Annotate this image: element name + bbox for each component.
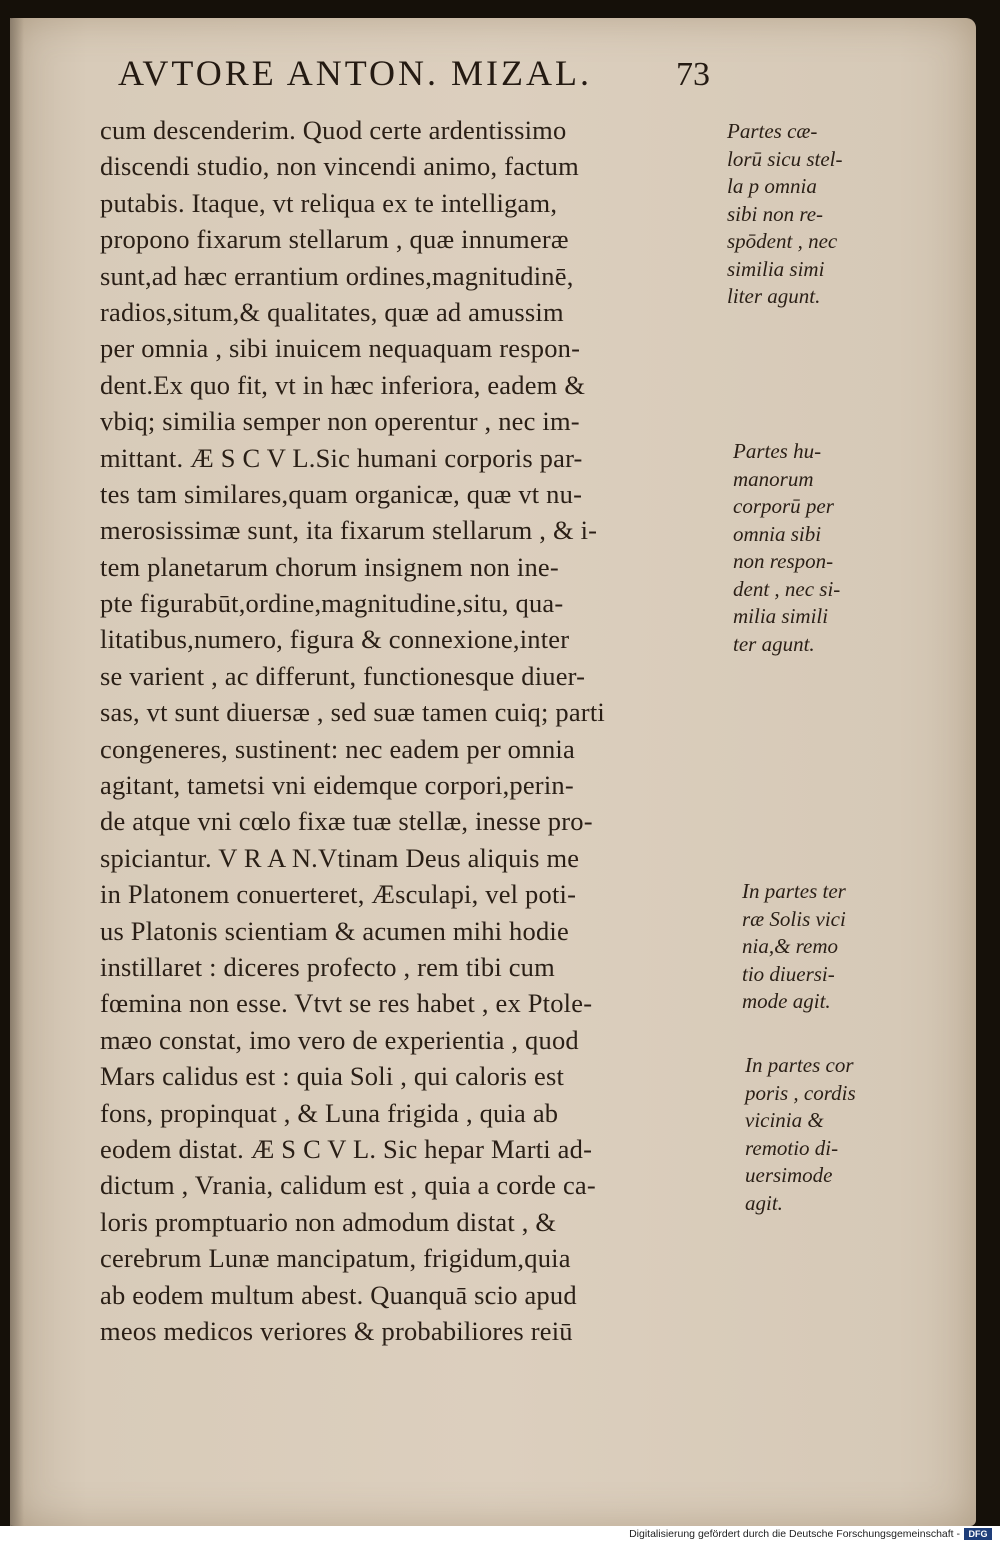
text-line: ab eodem multum abest. Quanquā scio apud [100, 1279, 577, 1310]
margin-note-line: la p omnia [727, 174, 817, 198]
text-line: se varient , ac differunt, functionesque diuer- [100, 660, 586, 691]
text-line: loris promptuario non admodum distat , & [100, 1206, 557, 1237]
margin-note-line: Partes hu- [733, 439, 822, 463]
margin-note-line: remotio di- [745, 1135, 839, 1160]
text-line: mæo constat, imo vero de experientia , quod [100, 1024, 579, 1055]
text-line: fons, propinquat , & Luna frigida , quia ab [100, 1097, 559, 1128]
margin-note-line: ter agunt. [733, 631, 815, 656]
text-line: sunt,ad hæc errantium ordines,magnitudinē, [100, 260, 574, 291]
text-line: spiciantur. V R A N.Vtinam Deus aliquis me [100, 842, 580, 873]
dfg-logo: DFG [964, 1528, 992, 1540]
margin-note-partes-caelorum [727, 118, 843, 311]
text-line: sas, vt sunt diuersæ , sed suæ tamen cuiq; parti [100, 697, 605, 728]
digitization-credit: Digitalisierung gefördert durch die Deutsche Forschungsgemeinschaft - [629, 1528, 960, 1540]
margin-note-line: vicinia & [745, 1108, 824, 1132]
text-line: de atque vni cœlo fixæ tuæ stellæ, inesse pro- [100, 806, 593, 837]
margin-note-line: liter agunt. [727, 284, 821, 308]
page-gutter-shadow [10, 18, 24, 1526]
text-line: cerebrum Lunæ mancipatum, frigidum,quia [100, 1243, 571, 1274]
text-line: eodem distat. Æ S C V L. Sic hepar Marti ad- [100, 1133, 593, 1164]
text-line: merosissimæ sunt, ita fixarum stellarum , & i- [100, 515, 598, 546]
text-line: cum descenderim. Quod certe ardentissimo [100, 115, 567, 145]
margin-note-line: poris , cordis [745, 1080, 856, 1105]
margin-note-line: non respon- [733, 549, 834, 573]
text-line: propono fixarum stellarum , quæ innumeræ [100, 224, 569, 255]
text-line: mittant. Æ S C V L.Sic humani corporis par- [100, 442, 583, 473]
running-head: AVTORE ANTON. MIZAL. [118, 53, 593, 93]
margin-note-partes-corporis [745, 1052, 856, 1217]
text-line: radios,situm,& qualitates, quæ ad amussim [100, 296, 564, 327]
text-line: meos medicos veriores & probabiliores reiū [100, 1315, 573, 1346]
text-line: instillaret : diceres profecto , rem tibi cum [100, 951, 555, 982]
margin-note-line: nia,& remo [742, 934, 839, 958]
margin-note-line: spōdent , nec [727, 229, 838, 253]
margin-note-line: manorum [733, 466, 814, 491]
margin-note-line: lorū sicu stel- [727, 146, 843, 171]
text-line: agitant, tametsi vni eidemque corpori,perin- [100, 770, 574, 801]
margin-note-line: mode agit. [742, 989, 831, 1013]
text-line: tem planetarum chorum insignem non ine- [100, 551, 559, 582]
text-line: us Platonis scientiam & acumen mihi hodie [100, 915, 569, 946]
margin-note-line: agit. [745, 1190, 783, 1215]
text-line: dent.Ex quo fit, vt in hæc inferiora, eadem & [100, 369, 586, 400]
margin-note-line: Partes cæ- [727, 119, 818, 143]
margin-note-line: sibi non re- [727, 201, 824, 226]
text-line: congeneres, sustinent: nec eadem per omnia [100, 733, 575, 764]
text-line: in Platonem conuerteret, Æsculapi, vel poti- [100, 879, 577, 910]
margin-note-partes-terrae [742, 878, 846, 1016]
text-line: dictum , Vrania, calidum est , quia a corde ca- [100, 1170, 596, 1201]
margin-note-line: In partes ter [742, 879, 846, 903]
text-line: fœmina non esse. Vtvt se res habet , ex Ptole- [100, 988, 593, 1019]
margin-note-line: similia simi [727, 256, 825, 281]
text-line: per omnia , sibi inuicem nequaquam respon- [100, 333, 581, 364]
margin-note-line: In partes cor [745, 1053, 854, 1077]
text-line: pte figurabūt,ordine,magnitudine,situ, qua- [100, 588, 564, 619]
main-text-block [100, 112, 750, 1349]
margin-note-line: uersimode [745, 1163, 833, 1187]
margin-note-line: tio diuersi- [742, 961, 835, 986]
page-number: 73 [676, 56, 710, 93]
margin-note-line: corporū per [733, 494, 834, 518]
text-line: putabis. Itaque, vt reliqua ex te intelligam, [100, 187, 558, 218]
text-line: litatibus,numero, figura & connexione,inter [100, 624, 570, 655]
margin-note-line: dent , nec si- [733, 576, 841, 601]
margin-note-partes-humanorum [733, 438, 840, 658]
margin-note-line: omnia sibi [733, 521, 822, 546]
text-line: discendi studio, non vincendi animo, factum [100, 151, 579, 182]
text-line: tes tam similares,quam organicæ, quæ vt nu- [100, 478, 583, 509]
margin-note-line: ræ Solis vici [742, 906, 846, 931]
text-line: Mars calidus est : quia Soli , qui caloris est [100, 1061, 565, 1092]
margin-note-line: milia simili [733, 604, 829, 628]
text-line: vbiq; similia semper non operentur , nec im- [100, 406, 580, 437]
